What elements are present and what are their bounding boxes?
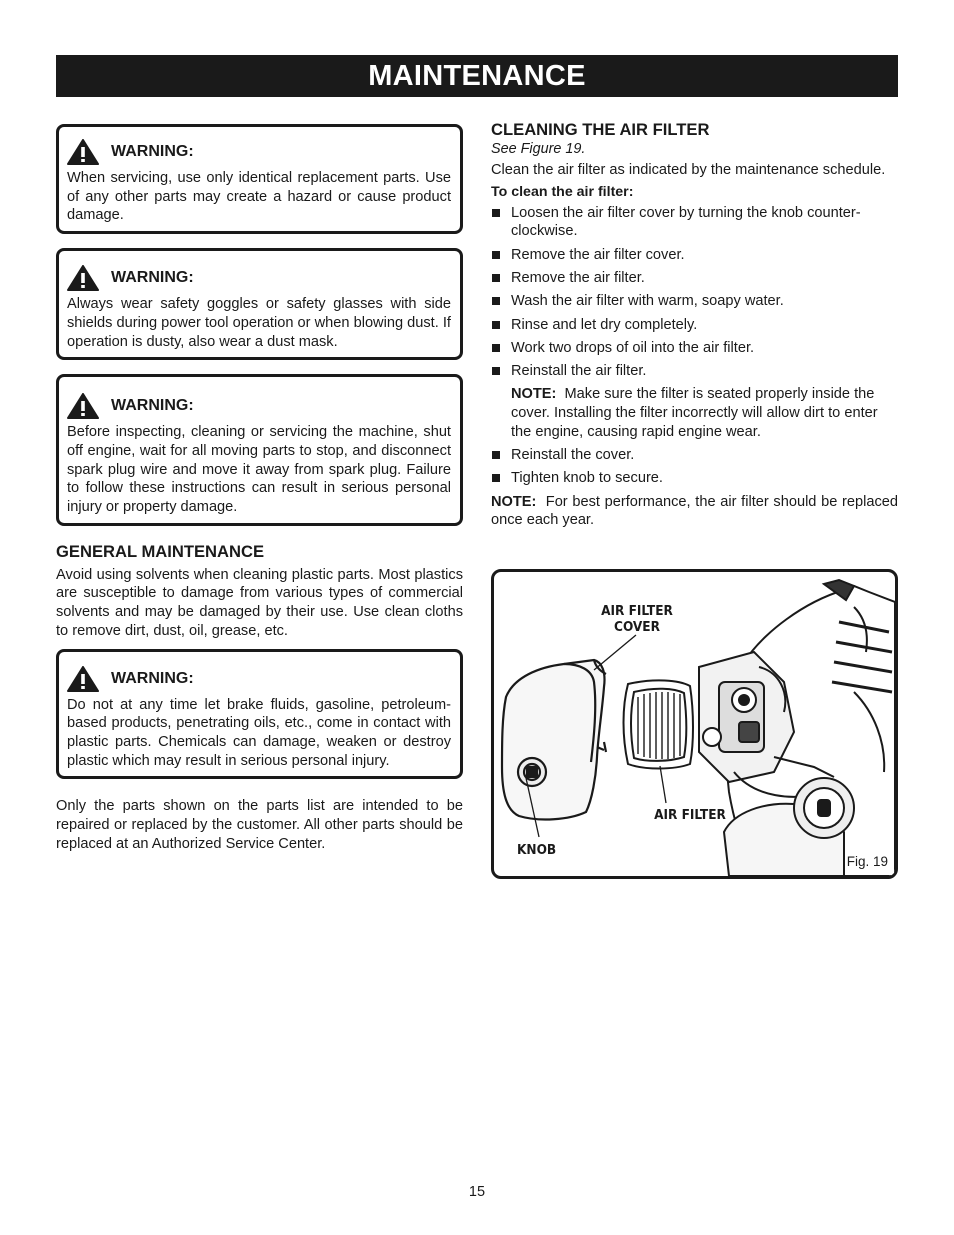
bullet-square-icon: [492, 367, 500, 375]
general-maintenance-text: Avoid using solvents when cleaning plastic parts. Most plastics are susceptible to damage from various types of commercial solvents and may be damaged by their use. Use clean cloths to remove dirt, dust, oil, grease, etc.: [56, 566, 463, 639]
figure-19: [491, 569, 898, 879]
warning-title: WARNING:: [111, 669, 194, 687]
page-title: MAINTENANCE: [56, 55, 898, 97]
warning-box-2: [56, 248, 463, 360]
final-note: NOTE: For best performance, the air filter should be replaced once each year.: [491, 493, 899, 529]
list-item: Loosen the air filter cover by turning the knob counter-clockwise.: [491, 204, 898, 241]
warning-title: WARNING:: [111, 269, 194, 287]
warning-title: WARNING:: [111, 397, 194, 415]
inline-note: NOTE: Make sure the filter is seated properly inside the cover. Installing the filter incorrectly will allow dirt to enter the engine, causing rapid engine wear.: [511, 386, 878, 440]
air-filter-steps: [491, 204, 898, 381]
warning-box-1: [56, 124, 463, 234]
list-item: Wash the air filter with warm, soapy water.: [491, 292, 898, 311]
air-filter-steps-continued: [491, 446, 898, 488]
warning-triangle-icon: [67, 139, 99, 165]
figure-caption: Fig. 19: [846, 854, 888, 869]
list-item: Reinstall the air filter.: [491, 362, 898, 381]
general-maintenance-heading: GENERAL MAINTENANCE: [56, 541, 265, 561]
air-filter-cover: [502, 660, 606, 819]
list-item: Tighten knob to secure.: [491, 469, 898, 488]
warning-text: Before inspecting, cleaning or servicing the machine, shut off engine, wait for all moving parts to stop, and disconnect spark plug wire and move it away from spark plug. Failure to follow these instructions can result in serious personal injury or property damage.: [67, 424, 451, 516]
warning-box-4: [56, 649, 463, 780]
bullet-square-icon: [492, 209, 500, 217]
bullet-square-icon: [492, 297, 500, 305]
bullet-square-icon: [492, 251, 500, 259]
engine-illustration: [699, 580, 895, 876]
right-column: [491, 120, 898, 530]
label-air-filter-cover: AIR FILTER COVER: [601, 603, 673, 635]
bullet-square-icon: [492, 474, 500, 482]
bullet-square-icon: [492, 451, 500, 459]
bullet-square-icon: [492, 321, 500, 329]
list-item: Remove the air filter.: [491, 269, 898, 288]
warning-triangle-icon: [67, 265, 99, 291]
warning-triangle-icon: [67, 393, 99, 419]
air-filter-subhead: To clean the air filter:: [491, 183, 634, 200]
warning-triangle-icon: [67, 666, 99, 692]
list-item: Reinstall the cover.: [491, 446, 898, 465]
air-filter-intro: Clean the air filter as indicated by the maintenance schedule.: [491, 162, 886, 178]
list-item: Remove the air filter cover.: [491, 246, 898, 265]
label-air-filter: AIR FILTER: [654, 807, 726, 823]
label-knob: KNOB: [517, 842, 557, 858]
air-filter-heading: CLEANING THE AIR FILTER: [491, 120, 710, 139]
air-filter-element: [624, 680, 694, 768]
bullet-square-icon: [492, 344, 500, 352]
warning-text: Always wear safety goggles or safety glasses with side shields during power tool operation or when blowing dust. If operation is dusty, also wear a dust mask.: [67, 296, 451, 350]
warning-text: Do not at any time let brake fluids, gasoline, petroleum-based products, penetrating oils, etc., come in contact with plastic parts. Chemicals can damage, weaken or destroy plastic which may result in serious personal injury.: [67, 696, 451, 769]
list-item: Work two drops of oil into the air filter.: [491, 339, 898, 358]
left-column: [56, 124, 463, 853]
air-filter-illustration: [494, 572, 895, 876]
bullet-square-icon: [492, 274, 500, 282]
parts-replacement-text: Only the parts shown on the parts list are intended to be repaired or replaced by the customer. All other parts should be replaced at an Authorized Service Center.: [56, 798, 463, 852]
warning-title: WARNING:: [111, 143, 194, 160]
list-item: Rinse and let dry completely.: [491, 316, 898, 335]
warning-text: When servicing, use only identical replacement parts. Use of any other parts may create a hazard or cause product damage.: [67, 170, 451, 224]
page-number: 15: [468, 1184, 486, 1200]
warning-box-3: [56, 374, 463, 526]
see-figure-reference: See Figure 19.: [491, 141, 586, 157]
